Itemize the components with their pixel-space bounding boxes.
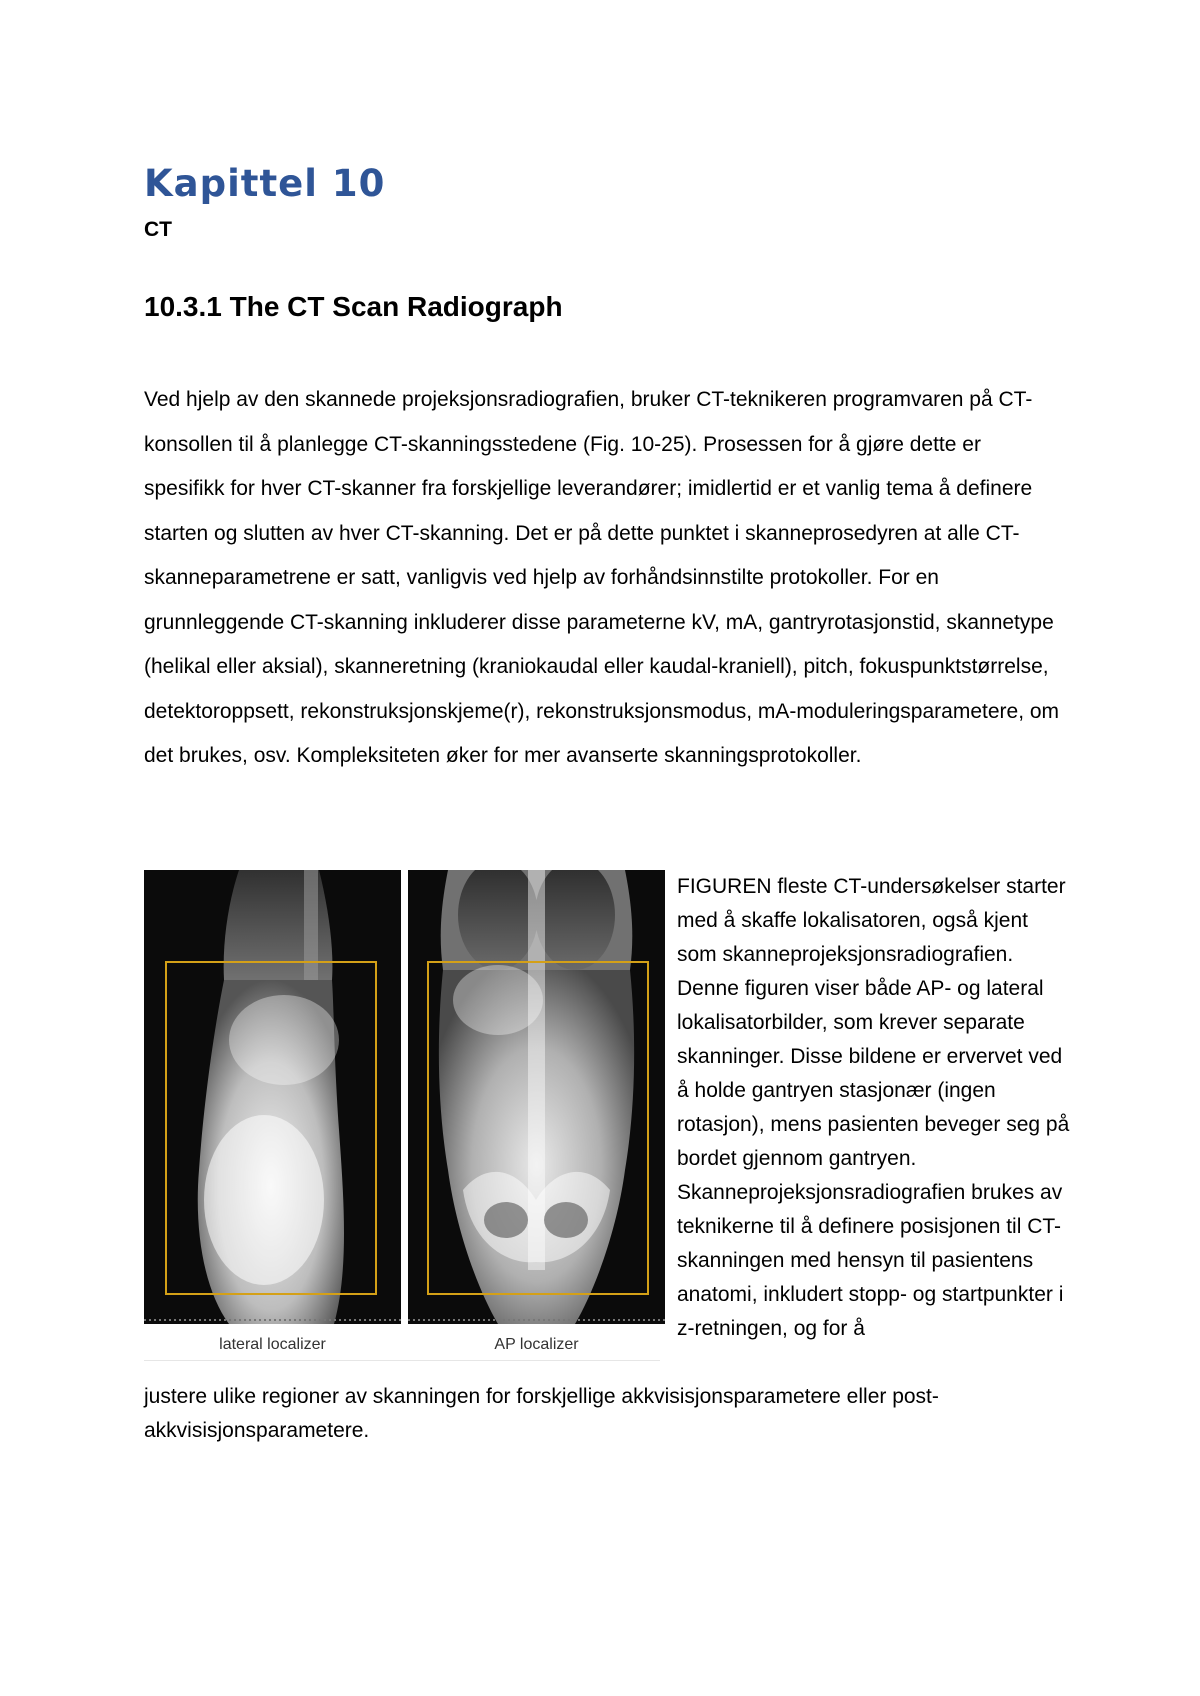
ap-localizer-caption: AP localizer: [494, 1336, 579, 1353]
localizer-figure: [144, 870, 660, 1362]
figure-continuation-text: justere ulike regioner av skanningen for forskjellige akkvisisjonsparametere eller post-akkvisisjonsparametere.: [144, 1385, 939, 1442]
lateral-localizer-image: [144, 870, 401, 1324]
lateral-localizer-caption: lateral localizer: [219, 1336, 326, 1353]
chapter-subtitle: CT: [144, 218, 172, 241]
figure-side-text: FIGUREN fleste CT-undersøkelser starter med å skaffe lokalisatoren, også kjent som skanneprojeksjonsradiografien. Denne figuren viser både AP- og lateral lokalisatorbilder, som krever separate skanninger. Disse bildene er ervervet ved å holde gantryen stasjonær (ingen rotasjon), mens pasienten beveger seg på bordet gjennom gantryen. Skanneprojeksjonsradiografien brukes av teknikerne til å definere posisjonen til CT-skanningen med hensyn til pasientens anatomi, inkludert stopp- og startpunkter i z-retningen, og for å: [677, 875, 1070, 1340]
section-heading: 10.3.1 The CT Scan Radiograph: [144, 291, 563, 322]
body-paragraph: Ved hjelp av den skannede projeksjonsradiografien, bruker CT-teknikeren programvaren på CT-konsollen til å planlegge CT-skanningsstedene (Fig. 10-25). Prosessen for å gjøre dette er spesifikk for hver CT-skanner fra forskjellige leverandører; imidlertid er et vanlig tema å definere starten og slutten av hver CT-skanning. Det er på dette punktet i skanneprosedyren at alle CT-skanneparametrene er satt, vanligvis ved hjelp av forhåndsinnstilte protokoller. For en grunnleggende CT-skanning inkluderer disse parameterne kV, mA, gantryrotasjonstid, skannetype (helikal eller aksial), skanneretning (kraniokaudal eller kaudal-kraniell), pitch, fokuspunktstørrelse, detektoroppsett, rekonstruksjonskjeme(r), rekonstruksjonsmodus, mA-moduleringsparametere, om det brukes, osv. Kompleksiteten øker for mer avanserte skanningsprotokoller.: [144, 388, 1060, 767]
ap-localizer-image: [408, 870, 665, 1324]
figure-divider: [144, 1360, 660, 1361]
chapter-title: Kapittel 10: [144, 162, 386, 205]
